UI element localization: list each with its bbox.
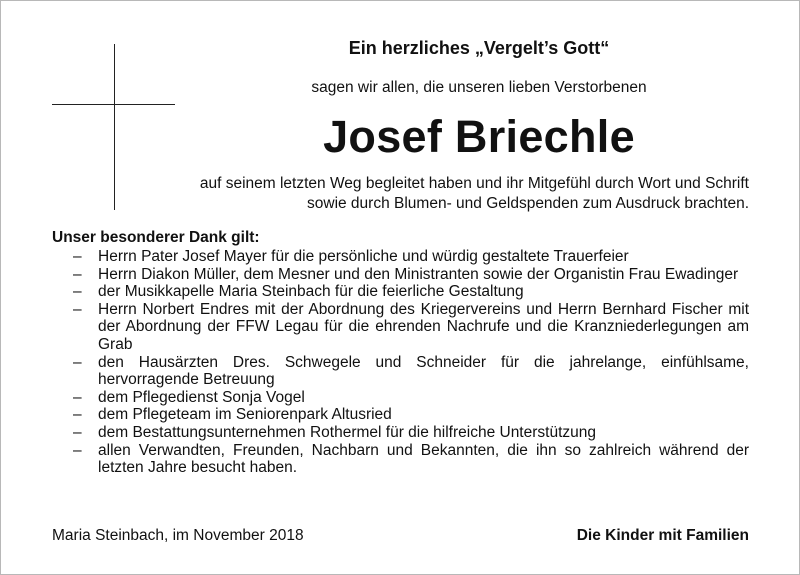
- thanks-text: allen Verwandten, Freunden, Nachbarn und Bekannten, die ihn so zahlreich während der letzten Jahre besucht haben.: [98, 441, 749, 477]
- thanks-text: Herrn Diakon Müller, dem Mesner und den Ministranten sowie der Organistin Frau Ewadinger: [98, 265, 739, 283]
- deceased-name: Josef Briechle: [323, 111, 635, 162]
- dash-bullet: –: [73, 353, 82, 371]
- dash-bullet: –: [73, 388, 82, 406]
- thanks-text: den Hausärzten Dres. Schwegele und Schneider für die jahrelange, einfühlsame, hervorragende Betreuung: [98, 353, 749, 389]
- signature: Die Kinder mit Familien: [576, 527, 749, 544]
- thanks-item: [52, 266, 749, 284]
- thanks-item: [52, 389, 749, 407]
- thanks-item: [52, 406, 749, 424]
- thanks-item: [52, 424, 749, 442]
- dash-bullet: –: [73, 248, 82, 265]
- header-title: Ein herzliches „Vergelt’s Gott“: [348, 38, 610, 58]
- thanks-text: dem Pflegeteam im Seniorenpark Altusried: [98, 406, 392, 424]
- dash-bullet: –: [73, 283, 82, 301]
- thanks-item: [52, 354, 749, 389]
- thanks-list: [52, 248, 749, 477]
- header-subtitle: sagen wir allen, die unseren lieben Verstorbenen: [311, 79, 647, 96]
- thanks-heading: Unser besonderer Dank gilt:: [52, 229, 260, 246]
- thanks-item: [52, 283, 749, 301]
- thanks-item: [52, 442, 749, 477]
- thanks-text: dem Bestattungsunternehmen Rothermel für die hilfreiche Unterstützung: [98, 423, 596, 441]
- cross-icon-horizontal: [52, 104, 175, 105]
- dash-bullet: –: [73, 300, 82, 318]
- dash-bullet: –: [73, 423, 82, 441]
- thanks-item: [52, 301, 749, 354]
- thanks-text: der Musikkapelle Maria Steinbach für die feierliche Gestaltung: [98, 283, 524, 301]
- thanks-text: Herrn Pater Josef Mayer für die persönliche und würdig gestaltete Trauerfeier: [98, 248, 629, 265]
- dash-bullet: –: [73, 441, 82, 459]
- intro-text: auf seinem letzten Weg begleitet haben und ihr Mitgefühl durch Wort und Schrift sowie durch Blumen- und Geldspenden zum Ausdruck brachten.: [199, 175, 749, 212]
- cross-icon-vertical: [114, 44, 115, 210]
- place-date: Maria Steinbach, im November 2018: [52, 527, 304, 544]
- thanks-text: Herrn Norbert Endres mit der Abordnung des Kriegervereins und Herrn Bernhard Fischer mit der Abordnung der FFW Legau für die ehrenden Nachrufe und die Kranzniederlegungen am Grab: [98, 300, 749, 353]
- dash-bullet: –: [73, 406, 82, 424]
- dash-bullet: –: [73, 265, 82, 283]
- thanks-item: [52, 248, 749, 266]
- thanks-text: dem Pflegedienst Sonja Vogel: [98, 388, 305, 406]
